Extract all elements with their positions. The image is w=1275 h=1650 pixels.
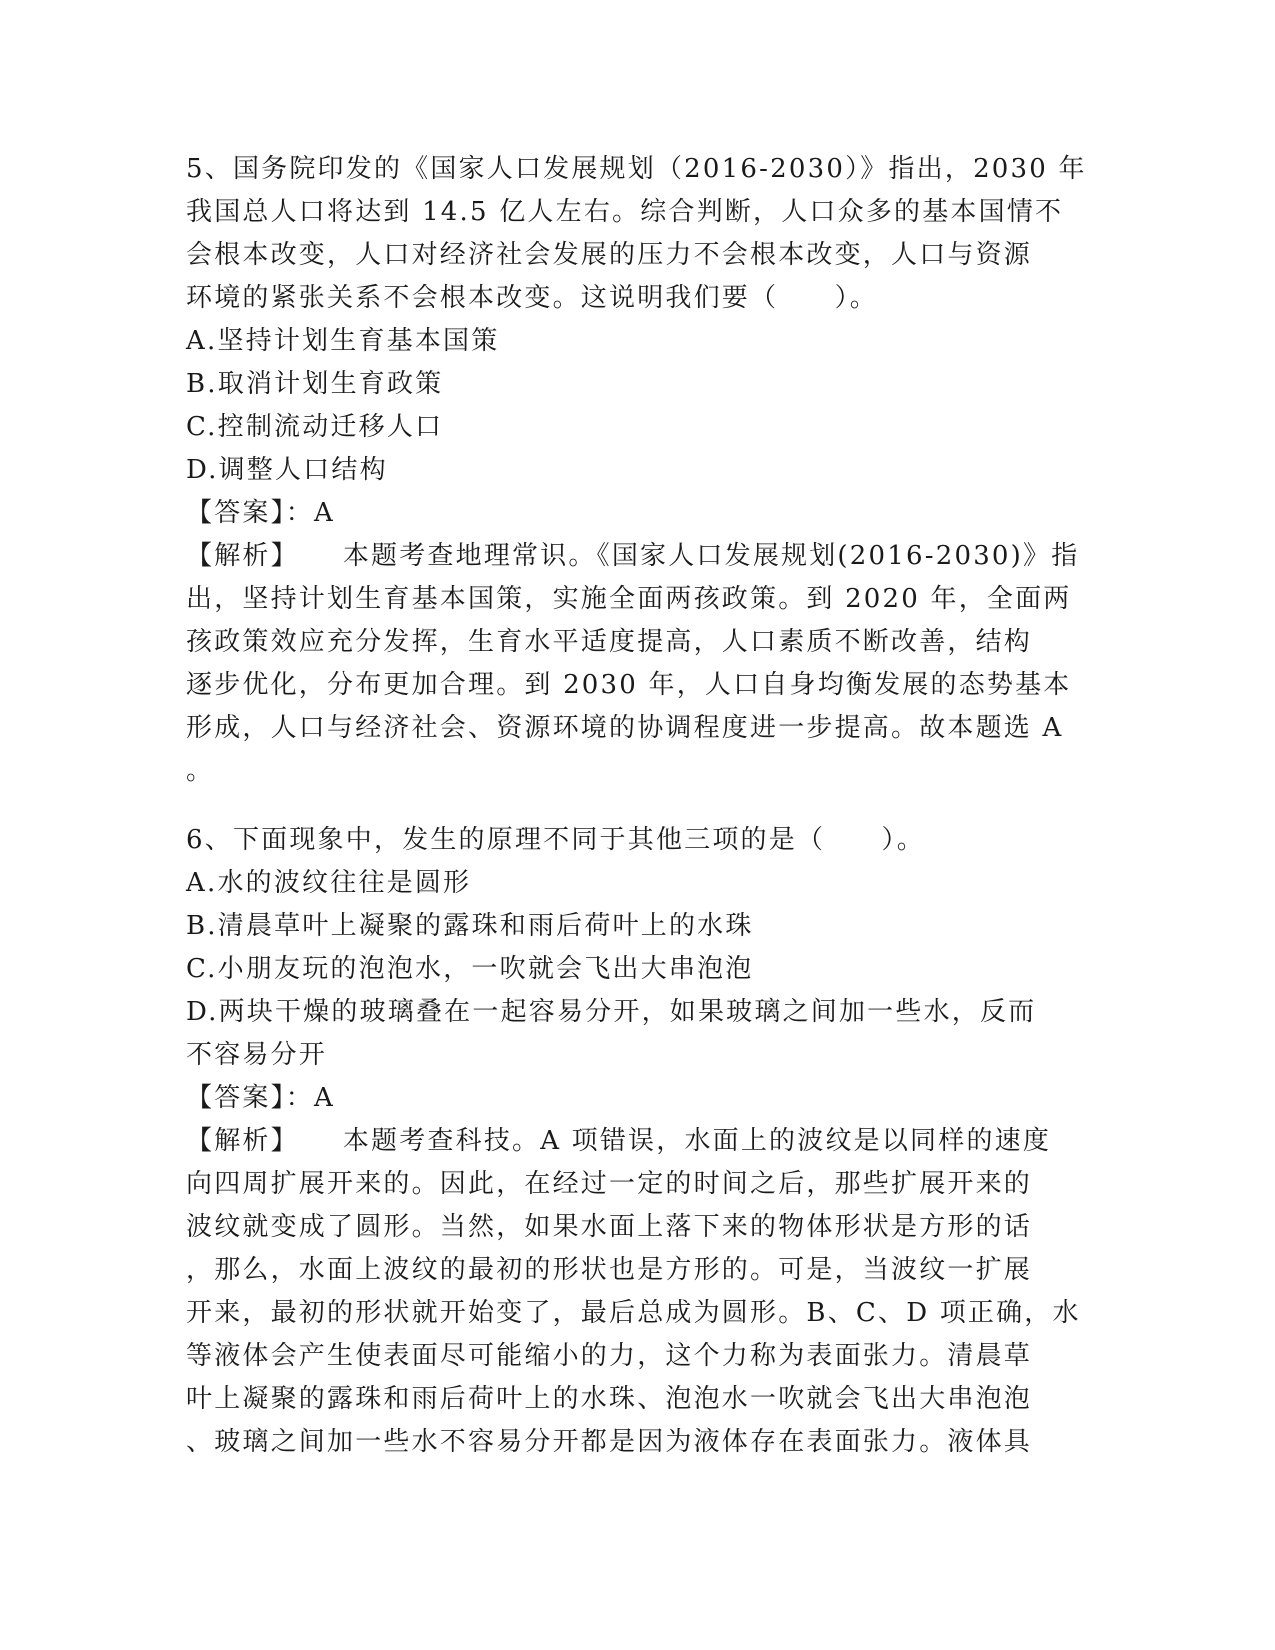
option-b: B.取消计划生育政策 bbox=[186, 369, 444, 399]
question-6 bbox=[186, 819, 1086, 1464]
answer-line: 【答案】：A bbox=[186, 498, 335, 528]
analysis-first-line bbox=[186, 535, 1086, 578]
analysis-line: 出，坚持计划生育基本国策，实施全面两孩政策。到 2020 年，全面两 bbox=[186, 584, 1072, 614]
document-content bbox=[186, 148, 1086, 1464]
option-c: C.控制流动迁移人口 bbox=[186, 412, 444, 442]
analysis-line: 、玻璃之间加一些水不容易分开都是因为液体存在表面张力。液体具 bbox=[186, 1427, 1033, 1457]
analysis-label: 【解析】 bbox=[186, 1126, 299, 1156]
answer-line: 【答案】：A bbox=[186, 1083, 335, 1113]
option-d: D.调整人口结构 bbox=[186, 455, 388, 485]
question-stem-line: 会根本改变，人口对经济社会发展的压力不会根本改变，人口与资源 bbox=[186, 240, 1033, 270]
analysis-line: 向四周扩展开来的。因此，在经过一定的时间之后，那些扩展开来的 bbox=[186, 1169, 1033, 1199]
analysis-text: 本题考查地理常识。《国家人口发展规划(2016-2030)》指 bbox=[342, 541, 1080, 571]
option-b: B.清晨草叶上凝聚的露珠和雨后荷叶上的水珠 bbox=[186, 911, 754, 941]
analysis-line: 孩政策效应充分发挥，生育水平适度提高，人口素质不断改善，结构 bbox=[186, 627, 1033, 657]
question-stem-line: 我国总人口将达到 14.5 亿人左右。综合判断，人口众多的基本国情不 bbox=[186, 197, 1064, 227]
question-stem-line: 环境的紧张关系不会根本改变。这说明我们要（ ）。 bbox=[186, 283, 879, 313]
question-stem-line: 5、国务院印发的《国家人口发展规划（2016-2030）》指出，2030 年 bbox=[186, 154, 1087, 184]
analysis-line: 开来，最初的形状就开始变了，最后总成为圆形。B、C、D 项正确，水 bbox=[186, 1298, 1081, 1328]
analysis-line: 逐步优化，分布更加合理。到 2030 年，人口自身均衡发展的态势基本 bbox=[186, 670, 1072, 700]
analysis-text: 本题考查科技。A 项错误，水面上的波纹是以同样的速度 bbox=[342, 1126, 1052, 1156]
option-c: C.小朋友玩的泡泡水，一吹就会飞出大串泡泡 bbox=[186, 954, 754, 984]
analysis-line: 波纹就变成了圆形。当然，如果水面上落下来的物体形状是方形的话 bbox=[186, 1212, 1033, 1242]
analysis-first-line bbox=[186, 1120, 1086, 1163]
question-5 bbox=[186, 148, 1086, 793]
analysis-line: ，那么，水面上波纹的最初的形状也是方形的。可是，当波纹一扩展 bbox=[186, 1255, 1033, 1285]
question-spacer bbox=[186, 793, 1086, 819]
analysis-label: 【解析】 bbox=[186, 541, 299, 571]
question-stem-line: 6、下面现象中，发生的原理不同于其他三项的是（ ）。 bbox=[186, 825, 925, 855]
option-a: A.水的波纹往往是圆形 bbox=[186, 868, 472, 898]
option-d-continued: 不容易分开 bbox=[186, 1040, 328, 1070]
analysis-line: 叶上凝聚的露珠和雨后荷叶上的水珠、泡泡水一吹就会飞出大串泡泡 bbox=[186, 1384, 1033, 1414]
option-d: D.两块干燥的玻璃叠在一起容易分开，如果玻璃之间加一些水，反而 bbox=[186, 997, 1037, 1027]
analysis-line: 。 bbox=[186, 756, 215, 786]
analysis-line: 等液体会产生使表面尽可能缩小的力，这个力称为表面张力。清晨草 bbox=[186, 1341, 1033, 1371]
analysis-line: 形成，人口与经济社会、资源环境的协调程度进一步提高。故本题选 A bbox=[186, 713, 1064, 743]
option-a: A.坚持计划生育基本国策 bbox=[186, 326, 500, 356]
